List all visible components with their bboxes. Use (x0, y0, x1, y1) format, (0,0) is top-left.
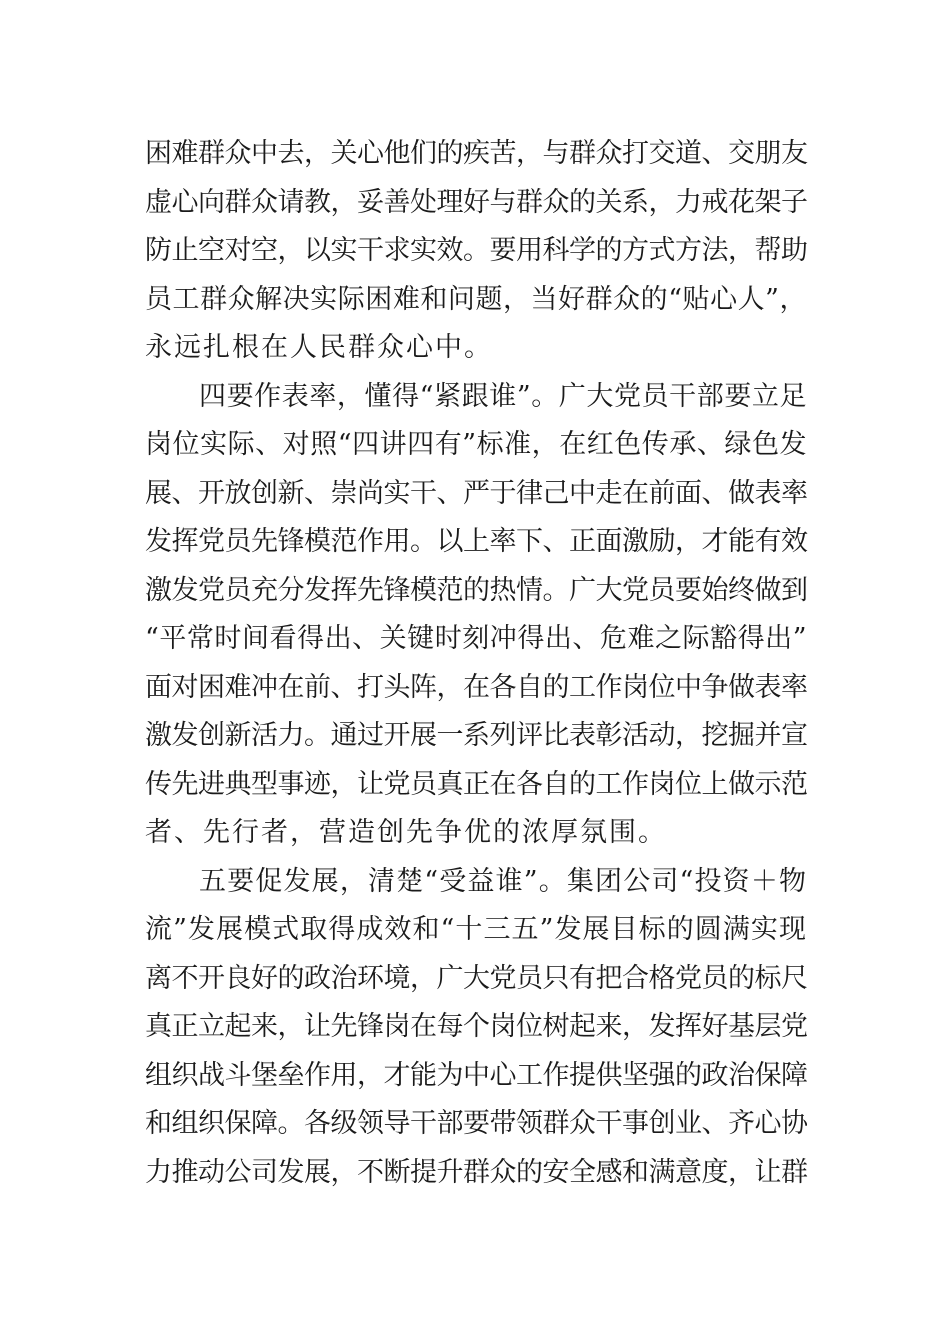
text-line: 传先进典型事迹，让党员真正在各自的工作岗位上做示范 (145, 768, 808, 800)
text-line: 困难群众中去，关心他们的疾苦，与群众打交道、交朋友 (145, 138, 808, 169)
text-line: 员工群众解决实际困难和问题，当好群众的“贴心人”， (145, 283, 807, 315)
text-line: 组织战斗堡垒作用，才能为中心工作提供坚强的政治保障 (145, 1059, 808, 1091)
text-line: 面对困难冲在前、打头阵，在各自的工作岗位中争做表率 (145, 671, 808, 703)
text-line: 四要作表率，懂得“紧跟谁”。广大党员干部要立足 (199, 380, 807, 412)
text-line: 发挥党员先锋模范作用。以上率下、正面激励，才能有效 (145, 526, 808, 557)
text-line: 五要促发展，清楚“受益谁”。集团公司“投资＋物 (199, 865, 807, 897)
text-line: 离不开良好的政治环境，广大党员只有把合格党员的标尺 (145, 962, 808, 994)
text-line: 激发创新活力。通过开展一系列评比表彰活动，挖掘并宣 (145, 720, 808, 751)
text-line: 力推动公司发展，不断提升群众的安全感和满意度，让群 (145, 1156, 808, 1188)
text-line: “平常时间看得出、关键时刻冲得出、危难之际豁得出” (145, 623, 807, 654)
text-line: 激发党员充分发挥先锋模范的热情。广大党员要始终做到 (145, 574, 808, 606)
text-line: 展、开放创新、崇尚实干、严于律己中走在前面、做表率 (145, 477, 808, 509)
text-line: 和组织保障。各级领导干部要带领群众干事创业、齐心协 (145, 1108, 808, 1139)
document-body (145, 130, 807, 1197)
text-line: 真正立起来，让先锋岗在每个岗位树起来，发挥好基层党 (145, 1011, 808, 1042)
text-line: 者、先行者，营造创先争优的浓厚氛围。 (145, 817, 667, 848)
text-line: 虚心向群众请教，妥善处理好与群众的关系，力戒花架子 (145, 186, 808, 218)
text-line: 永远扎根在人民群众心中。 (145, 332, 493, 363)
text-line: 岗位实际、对照“四讲四有”标准，在红色传承、绿色发 (145, 429, 807, 460)
text-line: 流”发展模式取得成效和“十三五”发展目标的圆满实现 (145, 914, 807, 945)
text-line: 防止空对空，以实干求实效。要用科学的方式方法，帮助 (145, 235, 808, 266)
